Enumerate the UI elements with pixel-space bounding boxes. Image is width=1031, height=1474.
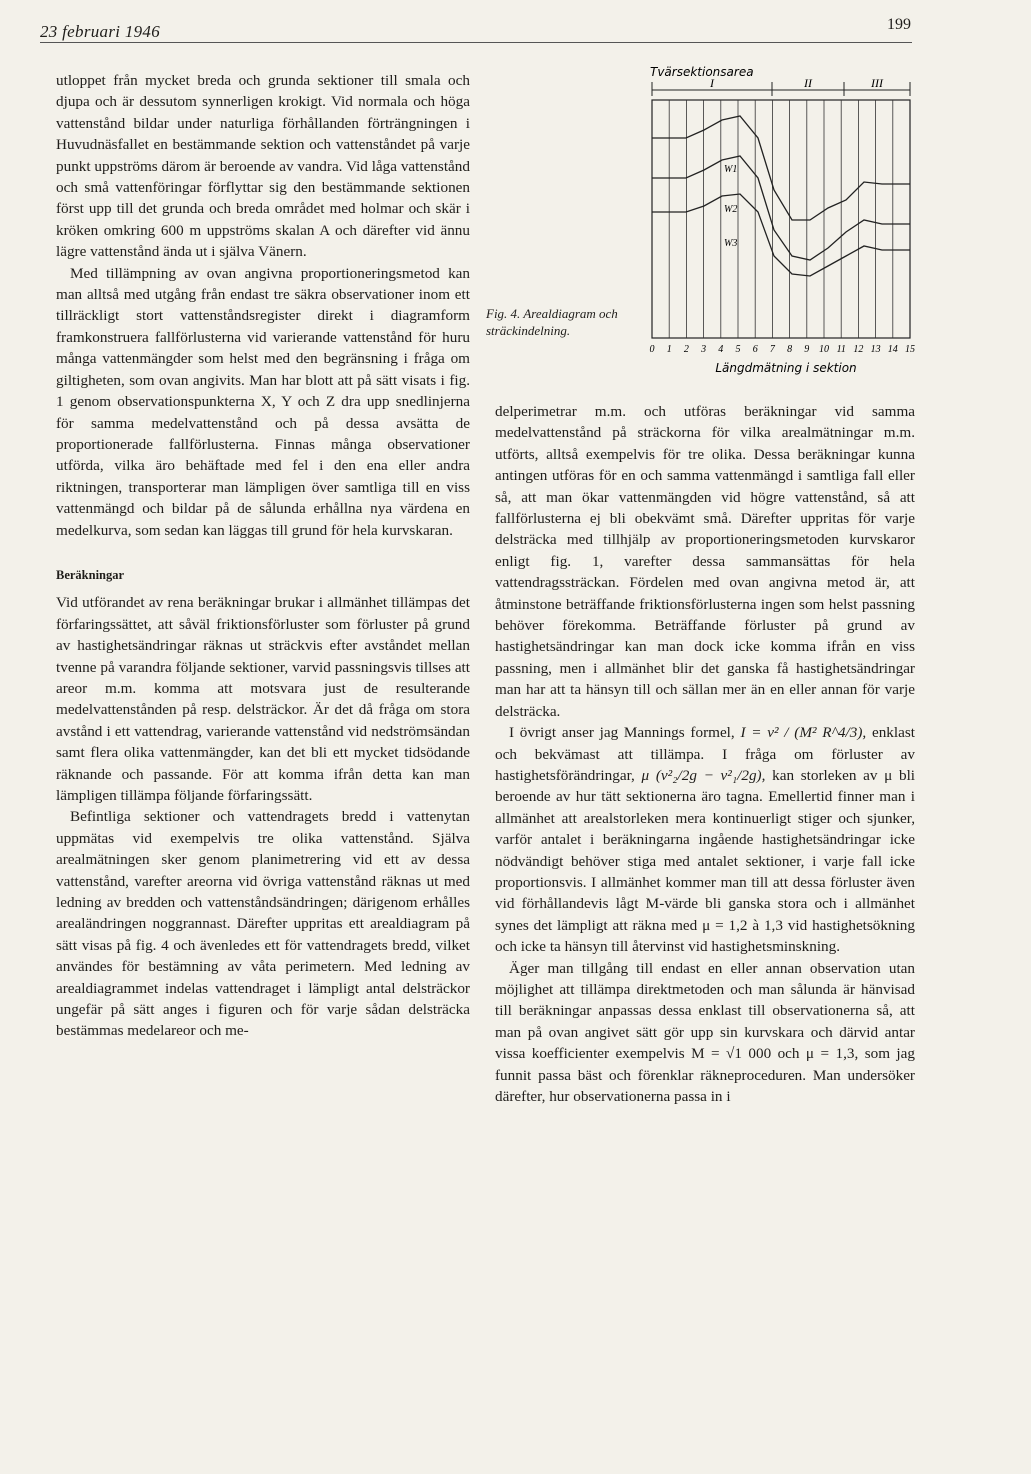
x-tick-label: 5 <box>735 344 741 355</box>
area-curve-w2 <box>652 156 910 260</box>
paragraph: delperimetrar m.m. och utföras beräkningar vid samma medelvattenstånd på sträckorna för vilka arealmätningar m.m. utförts, alltså exempelvis för tre olika. Dessa beräkningar kunna antingen utföras för en och samma vattenmängd i samtliga fall eller så, att man ökar vattenmängden vid högre vattenstånd, så att fallförlusterna ej bli obekvämt små. Därefter uppritas för varje delsträcka med tillhjälp av proportioneringsmetoden kurvskaror enligt fig. 1, varefter dessa sammansättas för hela vattendragssträckan. Fördelen med ovan angivna metod är, att åtminstone beträffande friktionsförlusterna ingen som helst passning behöver förekomma. Beträffande förluster på grund av hastighetsändringar kan man dock icke komma ifrån en viss passning, men i allmänhet blir det ganska få hastighetsändringar man har att ta hänsyn till och sällan mer än en eller annan för varje delsträcka. <box>495 403 915 720</box>
formula-manning: I = v² / (M² R^4/3), <box>740 724 867 742</box>
x-tick-label: 13 <box>870 344 881 355</box>
y-axis-title: Tvärsektionsarea <box>650 65 754 79</box>
x-axis-title: Längdmätning i sektion <box>715 361 857 375</box>
x-tick-label: 10 <box>819 344 829 355</box>
section-label-ii: II <box>804 76 812 90</box>
area-curve-w1 <box>652 116 910 220</box>
header-rule <box>40 42 912 43</box>
paragraph: Äger man tillgång till endast en eller annan observation utan möjlighet att tillämpa direktmetoden och man sålunda är hänvisad till beräkningar anpassas dessa enklast till observationerna så, att man på ovan angivet sätt gör upp sin kurvskara och därvid antar vissa koefficienter exempelvis M = √1 000 och μ = 1,3, som jag funnit passa bäst och förenklar räkneproceduren. Man undersöker därefter, hur observationerna passa in i <box>495 959 915 1105</box>
x-tick-label: 7 <box>769 344 775 355</box>
curve-label-w1: W1 <box>724 164 738 175</box>
right-column <box>495 401 915 1107</box>
paragraph: utloppet från mycket breda och grunda sektioner till smala och djupa och är dessutom synnerligen krokigt. Vid normala och höga vattenstånd bildar under naturliga förhållanden förträngningen i Huvudnäsfallet en bestämmande sektion och vattenståndet på varje punkt uppströms därom är beroende av vandra. Vid låga vattenstånd och små vattenföringar förflyttar sig den bestämmande sektionen först upp till det grunda och breda området med holmar och skär i kröken omkring 600 m uppströms skalan A och därefter vid ännu lägre vattenstånd ända ut i själva Vänern. <box>56 72 470 261</box>
curve-label-w3: W3 <box>724 238 738 249</box>
paragraph: Befintliga sektioner och vattendragets bredd i vattenytan uppmätas vid exempelvis tre olika vattenstånd. Själva arealmätningen sker genom planimetrering vid ett av dessa vattenstånd, varefter areorna vid övriga vattenstånd räknas ut med ledning av bredden och vattenståndsändringen; därigenom erhålles arealändringen noggrannast. Därefter uppritas ett arealdiagram på sätt visas på fig. 4 och ävenledes ett för vattendragets bredd, vilket användes för bestämning av våta perimetern. Med ledning av arealdiagrammet indelas vattendraget i lämpligt antal delsträckor ungefär på sätt anges i figuren och för varje sådan delsträcka bestämmas medelareor och me- <box>56 808 470 1040</box>
section-label-iii: III <box>871 76 883 90</box>
x-tick-label: 8 <box>787 344 793 355</box>
section-label-i: I <box>710 76 714 90</box>
x-tick-label: 0 <box>649 344 655 355</box>
curve-label-w2: W2 <box>724 204 738 215</box>
text-span: enklast och bekvämast att tillämpa. I fråga om förluster av hastighetsförändringar, <box>495 724 915 784</box>
formula-velocity-loss: μ (v²₂/2g − v²₁/2g), <box>641 766 766 784</box>
x-tick-label: 3 <box>701 344 707 355</box>
paragraph <box>495 722 915 957</box>
section-grid <box>669 100 893 338</box>
running-header-date: 23 februari 1946 <box>40 22 161 41</box>
area-diagram-figure <box>646 60 926 380</box>
x-tick-label: 6 <box>752 344 758 355</box>
x-tick-label: 12 <box>853 344 864 355</box>
x-tick-label: 1 <box>666 344 672 355</box>
x-tick-label: 14 <box>887 344 898 355</box>
x-tick-label: 11 <box>836 344 846 355</box>
x-tick-label: 9 <box>804 344 810 355</box>
page-number: 199 <box>887 16 911 33</box>
x-tick-labels <box>650 344 916 355</box>
section-heading: Beräkningar <box>56 567 125 582</box>
x-tick-label: 2 <box>683 344 689 355</box>
figure-caption: Fig. 4. Arealdiagram och sträckindelning. <box>486 306 618 338</box>
paragraph: Vid utförandet av rena beräkningar brukar i allmänhet tillämpas det förfaringssättet, att såväl friktionsförluster som förluster på grund av hastighetsändringar räknas ut sträckvis efter avståndet mellan tvenne på varandra följande sektioner, varvid passningsvis tillses att areor m.m. komma att motsvara just de resulterande medelvattenstånden på resp. delsträckor. Är det då fråga om stora avstånd i ett vattendrag, varierande vattenstånd vid nedströmsändan samt flera olika vattenmängder, kan det bli ett mycket tidsödande räknande och passande. För att komma ifrån detta kan man lämpligen tillämpa följande förfaringssätt. <box>56 594 470 804</box>
left-column <box>56 70 470 1042</box>
text-span: kan storleken av μ bli beroende av hur tätt sektionerna äro tagna. Emellertid finner man i allmänhet att arealstorleken mera kontinuerligt stiger och sjunker, varför antalet i beräkningarna ingående hastighetsändringar icke nödvändigt behöver stiga med antalet sektioner, i varje fall icke proportionsvis. I allmänhet kommer man till att dessa förluster även vid förhållandevis lågt M-värde bli ganska stora och i allmänhet synes det lämpligt att räkna med μ = 1,2 à 1,3 vid hastighetsökning och icke ta hänsyn till återvinst vid hastighetsminskning. <box>495 766 916 956</box>
text-span: I övrigt anser jag Mannings formel, <box>509 724 735 742</box>
area-curve-w3 <box>652 194 910 276</box>
x-tick-label: 15 <box>905 344 915 355</box>
x-tick-label: 4 <box>718 344 724 355</box>
area-curves <box>652 116 910 276</box>
paragraph: Med tillämpning av ovan angivna proportioneringsmetod kan man alltså med utgång från endast tre säkra observationer inom ett tillräckligt stort vattenståndsregister direkt i diagramform framkonstruera fallförlusterna vid varierande vattenstånd för huru många vattenmängder som helst med den begränsning i fråga om giltigheten, som ovan angivits. Man har blott att på sätt visats i fig. 1 genom observationspunkterna X, Y och Z dra upp snedlinjerna för samma medelvattenstånd och på dessa avsätta de proportionerade fallförlusterna. Finnas många observationer utförda, vilka äro behäftade med fel i den ena eller andra riktningen, transporterar man lämpligen över samtliga till en viss vattenmängd och bildar på de sålunda erhållna nya värdena en medelkurva, som sedan kan läggas till grund för hela kurvskaran. <box>56 264 470 539</box>
